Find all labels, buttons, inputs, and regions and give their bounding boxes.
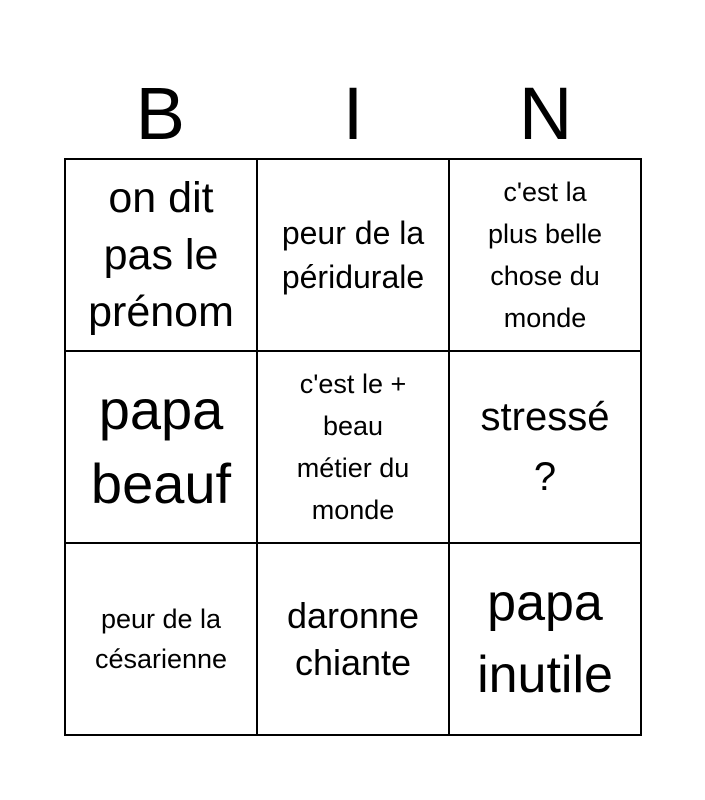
- bingo-grid: [64, 158, 642, 736]
- bingo-cell-2-3[interactable]: [450, 352, 642, 544]
- header-letter-n: N: [518, 72, 573, 155]
- bingo-cell-1-3[interactable]: [450, 160, 642, 352]
- header-letter-i: I: [342, 72, 364, 155]
- bingo-cell-text: papa beauf: [90, 378, 232, 515]
- bingo-cell-text: daronne chiante: [286, 595, 420, 683]
- bingo-cell-text: c'est la plus belle chose du monde: [487, 177, 603, 333]
- bingo-cell-2-1[interactable]: [66, 352, 258, 544]
- bingo-cell-text: stressé ?: [480, 395, 610, 499]
- bingo-cell-text: on dit pas le prénom: [88, 173, 234, 336]
- bingo-cell-1-2[interactable]: [258, 160, 450, 352]
- bingo-cell-2-2[interactable]: [258, 352, 450, 544]
- bingo-cell-1-1[interactable]: [66, 160, 258, 352]
- bingo-cell-text: c'est le + beau métier du monde: [296, 369, 410, 525]
- bingo-cell-3-3[interactable]: [450, 544, 642, 736]
- bingo-cell-text: peur de la péridurale: [281, 215, 425, 295]
- bingo-cell-3-2[interactable]: [258, 544, 450, 736]
- header-letter-b: B: [135, 72, 185, 155]
- bingo-header: [64, 70, 642, 158]
- bingo-cell-3-1[interactable]: [66, 544, 258, 736]
- bingo-cell-text: papa inutile: [477, 574, 613, 704]
- bingo-cell-text: peur de la césarienne: [94, 604, 228, 674]
